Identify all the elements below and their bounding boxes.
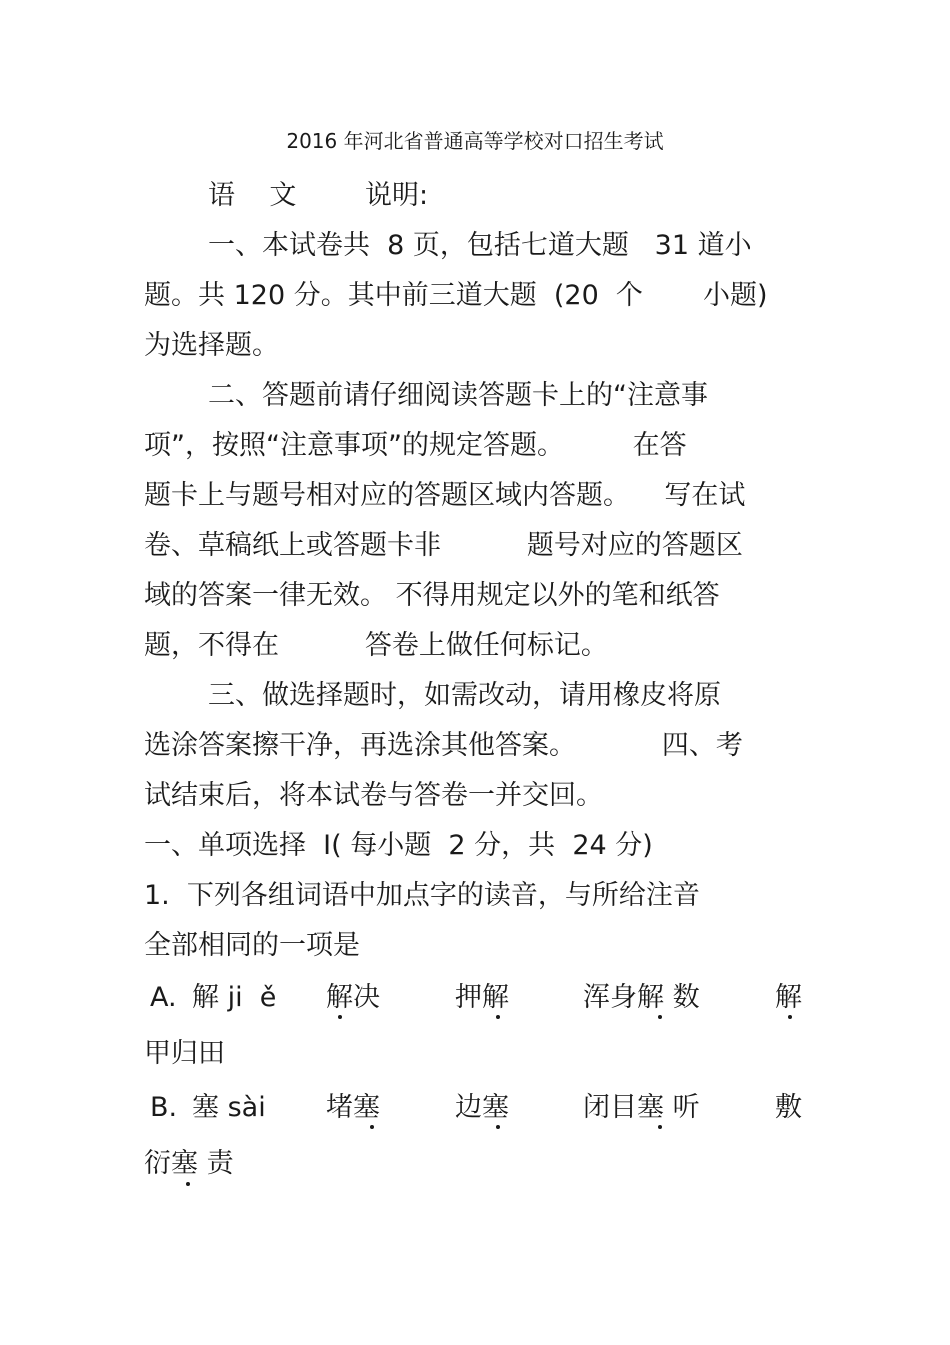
instruction-line: 题。共 120 分。其中前三道大题 (20 个 小题) <box>144 280 768 311</box>
option-label: B. <box>150 1092 178 1123</box>
option-word: 边塞 <box>455 1092 509 1123</box>
emphasis-dot <box>788 1015 792 1019</box>
option-word: 押解 <box>455 982 509 1013</box>
option-word: 解决 <box>326 982 380 1013</box>
emphasis-dot <box>186 1182 190 1186</box>
exam-title: 2016 年河北省普通高等学校对口招生考试 <box>286 129 664 153</box>
option-word: 解 <box>775 982 802 1013</box>
instruction-line: 试结束后，将本试卷与答卷一并交回。 <box>144 780 603 811</box>
option-word: 堵塞 <box>326 1092 380 1123</box>
option-head: 塞 sài <box>192 1092 266 1123</box>
subject-line: 语 文 说明: <box>208 180 429 211</box>
option-wrap: 甲归田 <box>144 1038 225 1069</box>
option-wrap: 衍塞 责 <box>144 1148 234 1179</box>
emphasis-dot <box>658 1125 662 1129</box>
instruction-line: 域的答案一律无效。 不得用规定以外的笔和纸答 <box>144 580 720 611</box>
option-word: 敷 <box>775 1092 802 1123</box>
option-head: 解 ji ě <box>192 982 277 1013</box>
section-heading: 一、单项选择 Ⅰ( 每小题 2 分，共 24 分) <box>144 830 653 861</box>
option-label: A. <box>150 982 177 1013</box>
question-stem: 全部相同的一项是 <box>144 930 360 961</box>
emphasis-dot <box>658 1015 662 1019</box>
instruction-line: 卷、草稿纸上或答题卡非 题号对应的答题区 <box>144 530 743 561</box>
instruction-line: 题，不得在 答卷上做任何标记。 <box>144 630 608 661</box>
instruction-line: 为选择题。 <box>144 330 279 361</box>
emphasis-dot <box>496 1125 500 1129</box>
question-stem: 1. 下列各组词语中加点字的读音，与所给注音 <box>144 880 700 911</box>
instruction-line: 题卡上与题号相对应的答题区域内答题。 写在试 <box>144 480 746 511</box>
option-word: 浑身解 数 <box>583 982 700 1013</box>
emphasis-dot <box>496 1015 500 1019</box>
instruction-line: 二、答题前请仔细阅读答题卡上的“注意事 <box>208 380 708 411</box>
instruction-line: 一、本试卷共 8 页，包括七道大题 31 道小 <box>208 230 752 261</box>
emphasis-dot <box>370 1125 374 1129</box>
option-word: 闭目塞 听 <box>583 1092 700 1123</box>
emphasis-dot <box>338 1015 342 1019</box>
instruction-line: 三、做选择题时，如需改动，请用橡皮将原 <box>208 680 721 711</box>
instruction-line: 项”，按照“注意事项”的规定答题。 在答 <box>144 430 687 461</box>
instruction-line: 选涂答案擦干净，再选涂其他答案。 四、考 <box>144 730 743 761</box>
